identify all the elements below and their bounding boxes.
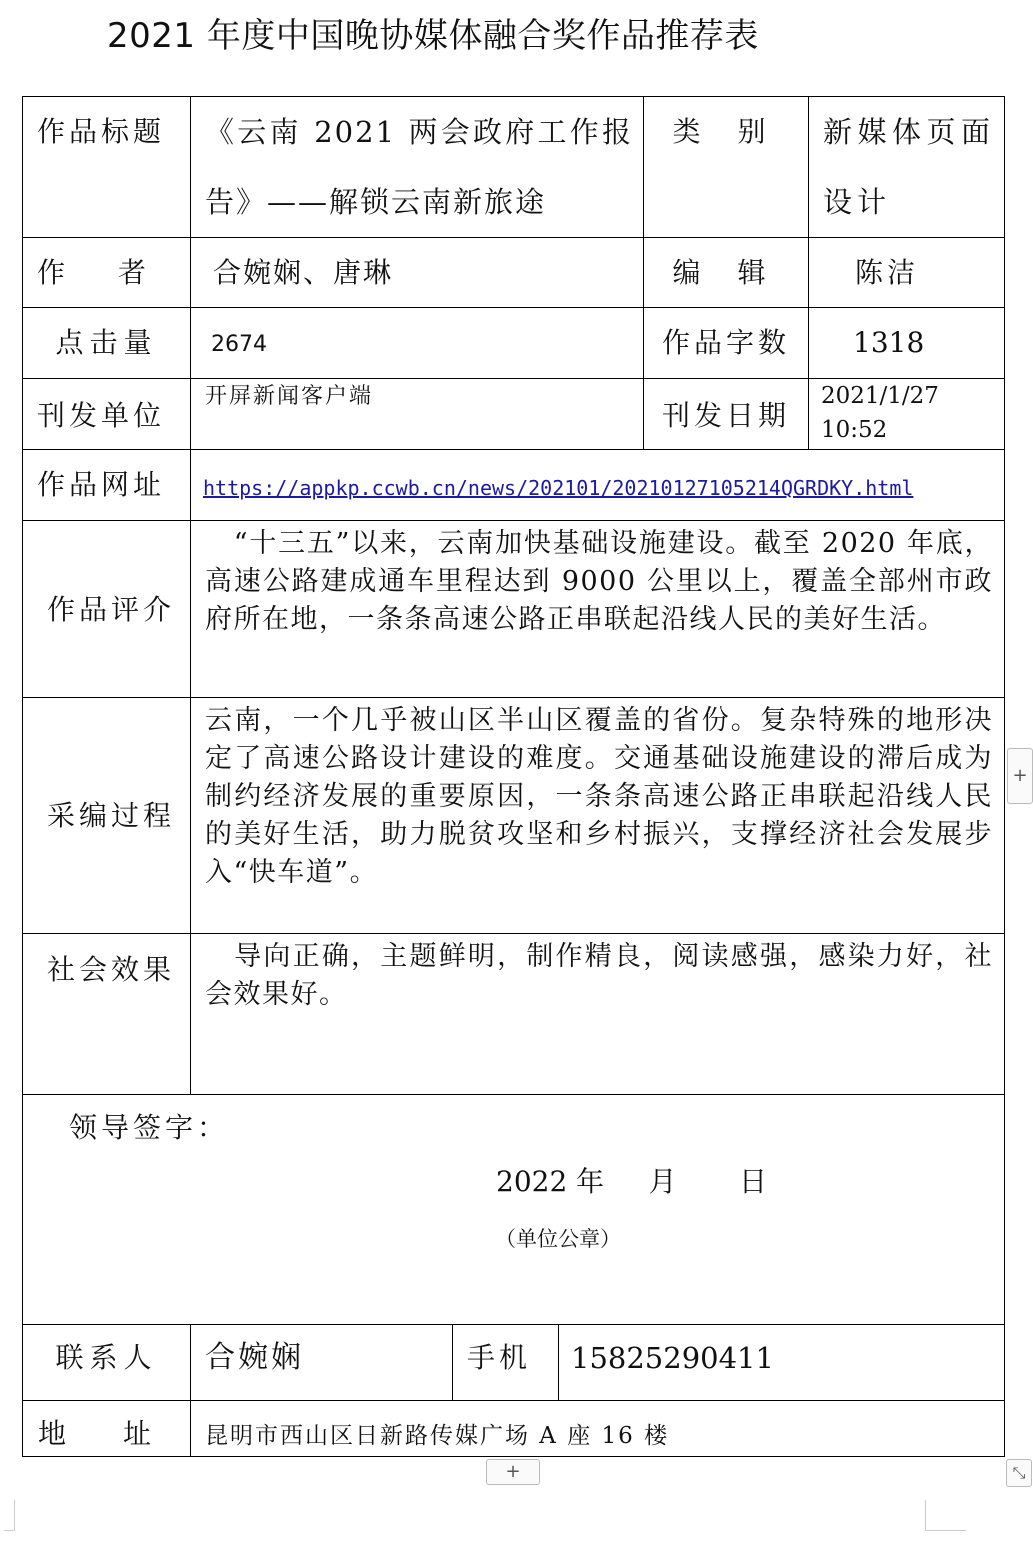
- value-review: “十三五”以来，云南加快基础设施建设。截至 2020 年底，高速公路建成通车里程达到 9000 公里以上，覆盖全部州市政府所在地，一条条高速公路正串联起沿线人民的美好生活。: [191, 521, 1005, 698]
- label-address: 地 址: [23, 1401, 191, 1456]
- value-address: 昆明市西山区日新路传媒广场 A 座 16 楼: [205, 1423, 670, 1449]
- label-phone: 手机: [453, 1325, 559, 1401]
- publish-date-day: 2021/1/27: [821, 383, 939, 409]
- label-contact: 联系人: [23, 1325, 191, 1401]
- value-phone: 15825290411: [559, 1325, 1005, 1401]
- value-publish-date: [809, 379, 1005, 450]
- signature-section: [23, 1095, 1005, 1325]
- value-process: 云南，一个几乎被山区半山区覆盖的省份。复杂特殊的地形决定了高速公路设计建设的难度。交通基础设施建设的滞后成为制约经济发展的重要原因，一条条高速公路正串联起沿线人民的美好生活，助力脱贫攻坚和乡村振兴，支撑经济社会发展步入“快车道”。: [191, 698, 1005, 934]
- page-corner-marker-left: [4, 1500, 15, 1531]
- value-effect: 导向正确，主题鲜明，制作精良，阅读感强，感染力好，社会效果好。: [191, 934, 1005, 1095]
- value-editor: 陈洁: [809, 238, 1005, 308]
- value-category: 新媒体页面设计: [809, 97, 1005, 238]
- label-review: 作品评介: [23, 521, 191, 698]
- label-effect: 社会效果: [23, 934, 191, 1095]
- signature-date: 2022 年 月 日: [496, 1165, 767, 1198]
- label-process: 采编过程: [23, 698, 191, 934]
- value-publisher: 开屏新闻客户端: [191, 379, 644, 450]
- resize-table-handle[interactable]: ⤡: [1006, 1459, 1032, 1487]
- signature-label: 领导签字：: [69, 1111, 230, 1144]
- page-title: 2021 年度中国晚协媒体融合奖作品推荐表: [107, 16, 759, 56]
- value-contact: 合婉娴: [191, 1325, 453, 1401]
- value-clicks: 2674: [191, 308, 644, 379]
- publish-date-time: 10:52: [821, 417, 888, 443]
- url-link[interactable]: https://appkp.ccwb.cn/news/202101/20210127105214QGRDKY.html: [203, 476, 914, 500]
- seal-note: （单位公章）: [495, 1227, 621, 1251]
- label-category: 类 别: [644, 97, 809, 238]
- page-corner-marker-right: [925, 1500, 966, 1531]
- add-row-button[interactable]: +: [486, 1459, 540, 1485]
- add-column-button[interactable]: +: [1007, 748, 1033, 804]
- label-work-title: 作品标题: [23, 97, 191, 238]
- label-publisher: 刊发单位: [23, 379, 191, 450]
- label-editor: 编 辑: [644, 238, 809, 308]
- recommendation-table: [22, 96, 1005, 1457]
- label-author: 作 者: [23, 238, 191, 308]
- value-author: 合婉娴、唐琳: [191, 238, 644, 308]
- value-work-title: 《云南 2021 两会政府工作报告》——解锁云南新旅途: [191, 97, 644, 238]
- value-word-count: 1318: [809, 308, 1005, 379]
- label-publish-date: 刊发日期: [644, 379, 809, 450]
- label-url: 作品网址: [23, 450, 191, 521]
- label-clicks: 点击量: [23, 308, 191, 379]
- label-word-count: 作品字数: [644, 308, 809, 379]
- value-url-cell: [191, 450, 1005, 521]
